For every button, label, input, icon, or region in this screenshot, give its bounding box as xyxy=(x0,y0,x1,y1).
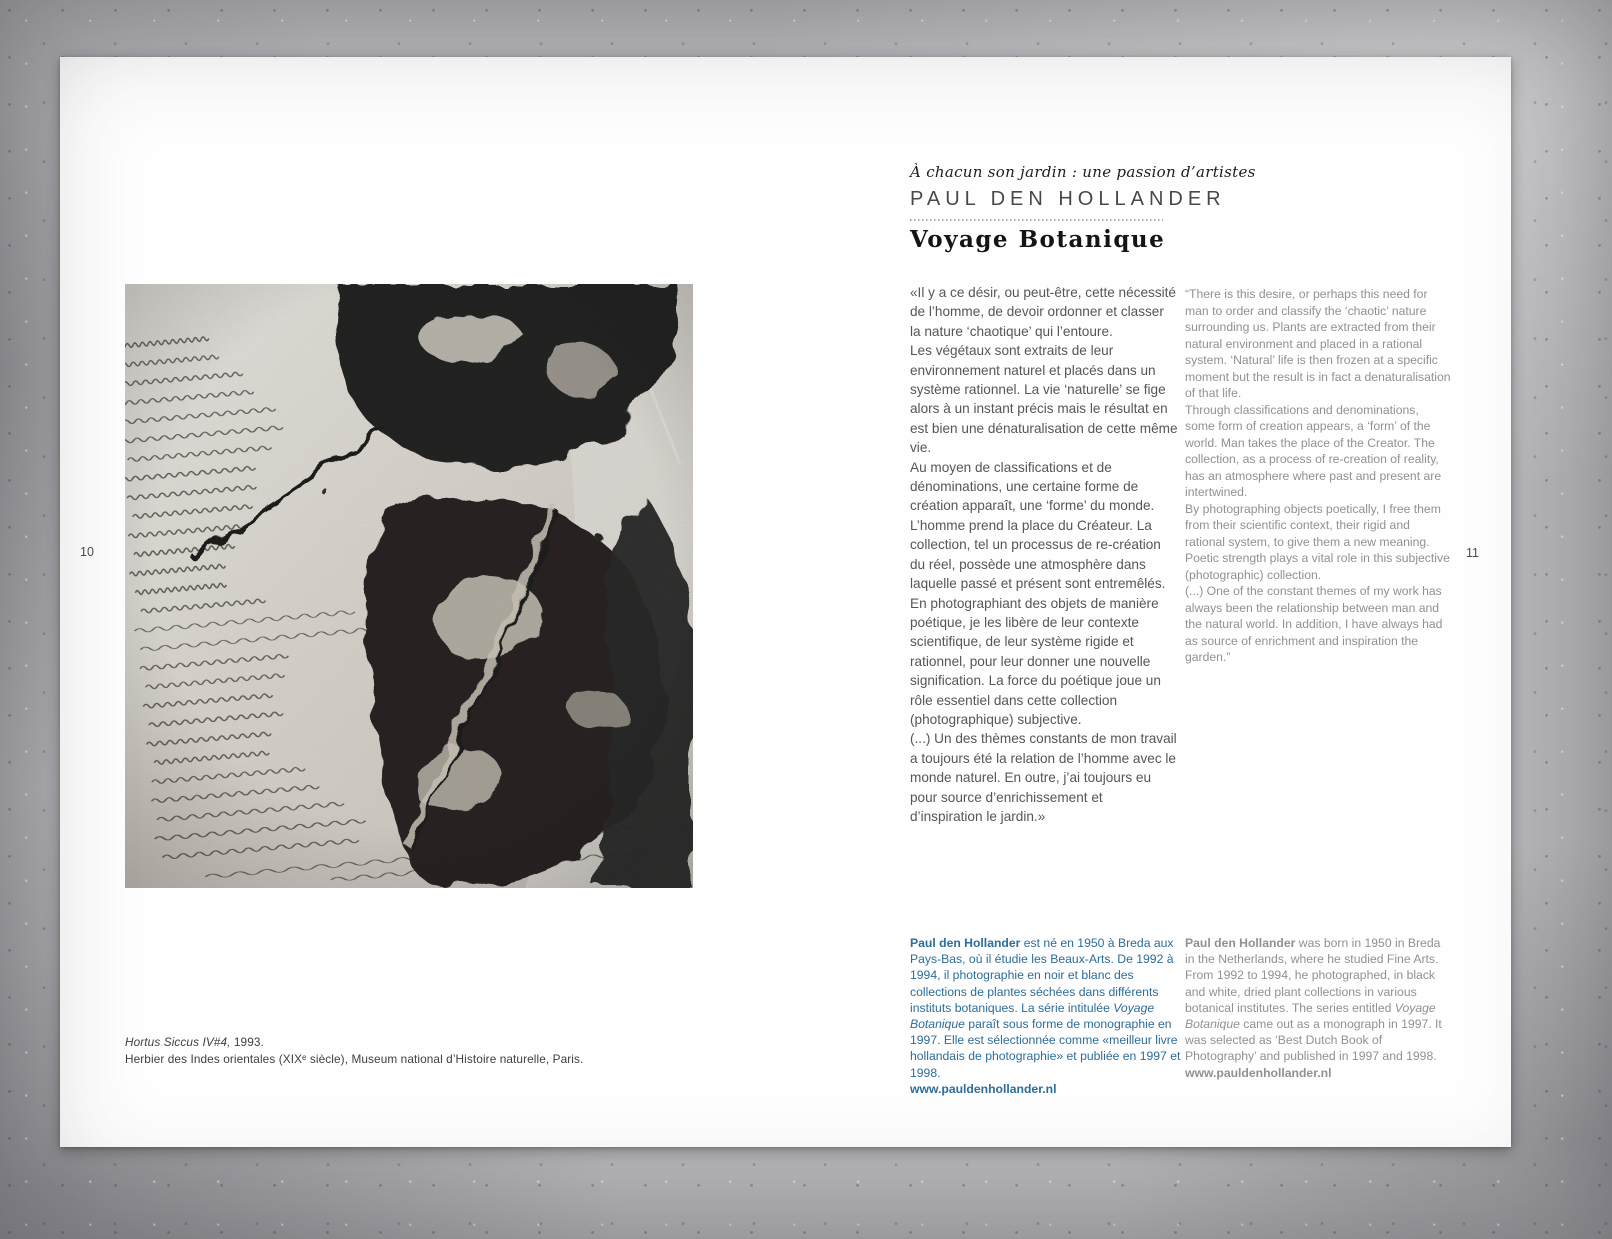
herbarium-photo xyxy=(125,284,693,888)
bio-series-title: Voyage Botanique xyxy=(1185,1000,1436,1032)
quote-paragraph: (...) One of the constant themes of my work has always been the relationship between man and the natural world. In addition, I have always had as source of enrichment and inspiration the garden.” xyxy=(1185,584,1443,664)
bio-english xyxy=(1185,935,1451,1081)
quote-paragraph: En photographiant des objets de manière poétique, je les libère de leur contexte scientifique, de leur système rigide et rationnel, pour leur donner une nouvelle signification. La force du poétique joue un rôle essentiel dans cette collection (photographique) subjective. xyxy=(910,595,1161,727)
caption-title: Hortus Siccus IV#4, xyxy=(125,1035,231,1049)
website-url: www.pauldenhollander.nl xyxy=(1185,1065,1332,1080)
caption-year: 1993. xyxy=(230,1035,264,1049)
caption-title-line xyxy=(125,1034,583,1051)
quote-paragraph: «Il y a ce désir, ou peut-être, cette nécessité de l’homme, de devoir ordonner et classer la nature ‘chaotique’ qui l’entoure. xyxy=(910,285,1176,339)
dotted-rule xyxy=(910,219,1163,221)
bio-text: paraît sous forme de monographie en 1997. Elle est sélectionnée comme «meilleur livre hollandais de photographie» et publiée en 1997 et 1998. xyxy=(910,1017,1181,1080)
quote-paragraph: By photographing objects poetically, I free them from their scientific context, their rigid and rational system, to give them a new meaning. Poetic strength plays a vital role in this subjective (photographic) collection. xyxy=(1185,501,1450,582)
book-spread xyxy=(60,57,1511,1147)
quote-paragraph: Through classifications and denominations, some form of creation appears, a ‘form’ of the world. Man takes the place of the Creator. The collection, as a process of re-creation of reality, has an atmosphere where past and present are intertwined. xyxy=(1185,402,1442,499)
quote-paragraph: Au moyen de classifications et de dénominations, une certaine forme de création apparaît, une ‘forme’ du monde. L’homme prend la place du Créateur. La collection, tel un processus de re-création du réel, possède une atmosphère dans laquelle passé et présent sont entremêlés. xyxy=(910,459,1166,592)
bio-text: est né en 1950 à Breda aux Pays-Bas, où il étudie les Beaux-Arts. De 1992 à 1994, il photographie en noir et blanc des collections de plantes séchées dans différents instituts botaniques. La série intitulée xyxy=(910,936,1174,1015)
quote-french-column xyxy=(910,283,1178,826)
bio-text: came out as a monograph in 1997. It was selected as ‘Best Dutch Book of Photography’ and published in 1997 and 1998. xyxy=(1185,1017,1442,1064)
series-title-heading: Voyage Botanique xyxy=(910,226,1166,253)
article-eyebrow: À chacun son jardin : une passion d’artistes xyxy=(910,163,1256,181)
quote-paragraph: “There is this desire, or perhaps this need for man to order and classify the ‘chaotic’ nature surrounding us. Plants are extracted from their natural environment and placed in a rational system. ‘Natural’ life is then frozen at a specific moment but the result is in fact a denaturalisation of that life. xyxy=(1185,287,1451,400)
bio-artist-name: Paul den Hollander xyxy=(910,936,1021,950)
caption-credit: Herbier des Indes orientales (XIXᵉ siècle), Museum national d’Histoire naturelle, Paris. xyxy=(125,1052,584,1066)
photo-caption xyxy=(125,1034,583,1068)
bio-text: was born in 1950 in Breda in the Netherlands, where he studied Fine Arts. From 1992 to 1994, he photographed, in black and white, dried plant collections in various botanical institutes. The series entitled xyxy=(1185,936,1441,1015)
bio-series-title: Voyage Botanique xyxy=(910,1000,1155,1032)
website-url: www.pauldenhollander.nl xyxy=(910,1081,1057,1096)
page-number-left: 10 xyxy=(80,545,94,559)
quote-english-column xyxy=(1185,286,1451,666)
bio-french xyxy=(910,935,1182,1097)
quote-paragraph: Les végétaux sont extraits de leur environnement naturel et placés dans un système rationnel. La vie ‘naturelle’ se fige alors à un instant précis mais le résultat en est bien une dénaturalisation de cette même vie. xyxy=(910,343,1178,456)
bio-artist-name: Paul den Hollander xyxy=(1185,936,1296,950)
page-number-right: 11 xyxy=(1466,546,1479,560)
artist-name-heading: PAUL DEN HOLLANDER xyxy=(910,188,1226,210)
quote-paragraph: (...) Un des thèmes constants de mon travail a toujours été la relation de l’homme avec le monde naturel. En outre, j’ai toujours eu pour source d’enrichissement et d’inspiration le jardin.» xyxy=(910,731,1177,824)
